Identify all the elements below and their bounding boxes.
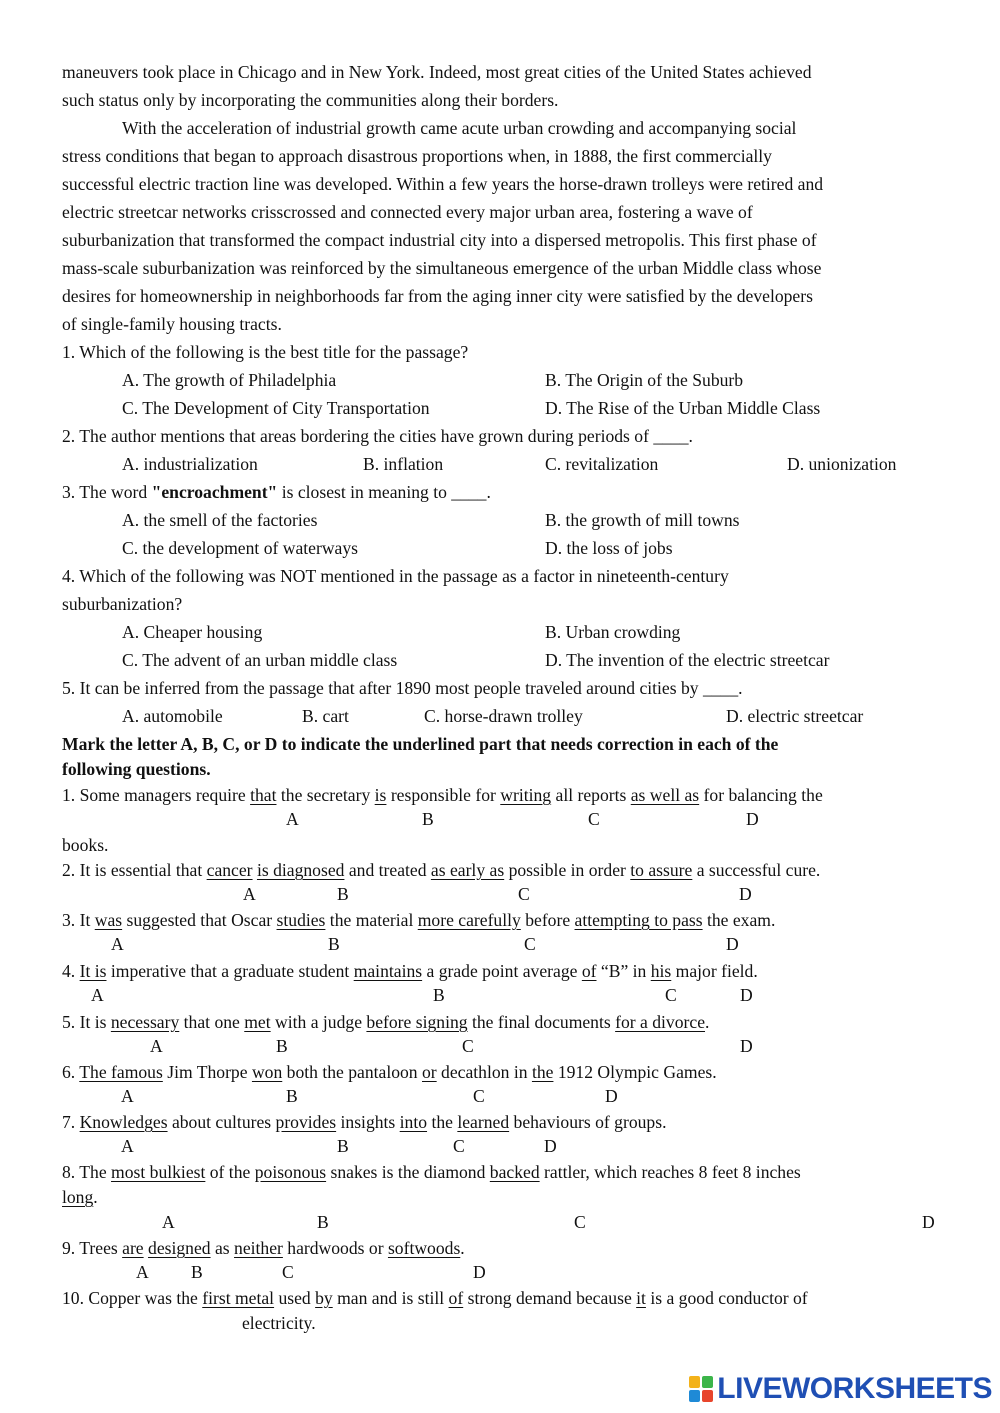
passage-line: such status only by incorporating the communities along their borders. bbox=[62, 90, 559, 110]
underlined-part-d: the bbox=[531, 1062, 554, 1082]
error-question-2: 2. It is essential that cancer is diagnosed and treated as early as possible in order to assure a successful cure. bbox=[62, 860, 821, 880]
underlined-part-c: of bbox=[448, 1288, 464, 1308]
answer-letter-d[interactable]: D bbox=[473, 1262, 486, 1282]
underlined-part-c: into bbox=[399, 1112, 428, 1132]
underlined-part-c: more carefully bbox=[417, 910, 521, 930]
underlined-part-c: writing bbox=[500, 785, 552, 805]
underlined-part-a: cancer bbox=[206, 860, 253, 880]
answer-letter-d[interactable]: D bbox=[726, 934, 739, 954]
passage-line: successful electric traction line was developed. Within a few years the horse-drawn trolleys were retired and bbox=[62, 174, 824, 194]
answer-letter-d[interactable]: D bbox=[922, 1212, 935, 1232]
answer-letter-a[interactable]: A bbox=[91, 985, 104, 1005]
underlined-part-c: or bbox=[422, 1062, 437, 1082]
logo-square bbox=[689, 1376, 700, 1388]
error-question-10: 10. Copper was the first metal used by man and is still of strong demand because it is a good conductor of bbox=[62, 1288, 808, 1308]
q4-option-a[interactable]: A. Cheaper housing bbox=[122, 622, 263, 642]
passage-line: electric streetcar networks crisscrossed and connected every major urban area, fostering a wave of bbox=[62, 202, 753, 222]
question-4: 4. Which of the following was NOT mentioned in the passage as a factor in nineteenth-century bbox=[62, 566, 729, 586]
error-question-1-cont: books. bbox=[62, 835, 109, 855]
question-5: 5. It can be inferred from the passage that after 1890 most people traveled around cities by ____. bbox=[62, 678, 743, 698]
underlined-part-d: as well as bbox=[630, 785, 700, 805]
underlined-part-a: Knowledges bbox=[79, 1112, 168, 1132]
underlined-part-b: poisonous bbox=[254, 1162, 327, 1182]
underlined-part-a: The famous bbox=[79, 1062, 163, 1082]
q1-option-a[interactable]: A. The growth of Philadelphia bbox=[122, 370, 337, 390]
passage-line: suburbanization that transformed the compact industrial city into a dispersed metropolis. This first phase of bbox=[62, 230, 817, 250]
underlined-part-d: his bbox=[650, 961, 672, 981]
answer-letter-b[interactable]: B bbox=[337, 1136, 349, 1156]
answer-letter-c[interactable]: C bbox=[588, 809, 600, 829]
q1-option-d[interactable]: D. The Rise of the Urban Middle Class bbox=[545, 398, 821, 418]
q3-option-a[interactable]: A. the smell of the factories bbox=[122, 510, 318, 530]
q1-option-b[interactable]: B. The Origin of the Suburb bbox=[545, 370, 744, 390]
answer-letter-b[interactable]: B bbox=[337, 884, 349, 904]
underlined-part-a: are bbox=[122, 1238, 144, 1258]
underlined-part-d: softwoods bbox=[387, 1238, 461, 1258]
passage-line: stress conditions that began to approach disastrous proportions when, in 1888, the first commercially bbox=[62, 146, 772, 166]
answer-letter-a[interactable]: A bbox=[121, 1136, 134, 1156]
underlined-part-a: It is bbox=[79, 961, 107, 981]
answer-letter-c[interactable]: C bbox=[473, 1086, 485, 1106]
underlined-part-b: is diagnosed bbox=[256, 860, 345, 880]
answer-letter-a[interactable]: A bbox=[286, 809, 299, 829]
answer-letter-c[interactable]: C bbox=[282, 1262, 294, 1282]
underlined-part-a: first metal bbox=[202, 1288, 275, 1308]
answer-letter-b[interactable]: B bbox=[328, 934, 340, 954]
question-3: 3. The word "encroachment" is closest in meaning to ____. bbox=[62, 482, 491, 502]
answer-letter-b[interactable]: B bbox=[433, 985, 445, 1005]
answer-letter-b[interactable]: B bbox=[317, 1212, 329, 1232]
answer-letter-b[interactable]: B bbox=[191, 1262, 203, 1282]
underlined-part-a: that bbox=[250, 785, 277, 805]
q5-option-d[interactable]: D. electric streetcar bbox=[726, 706, 864, 726]
section-instruction-cont: following questions. bbox=[62, 759, 211, 779]
passage-line: of single-family housing tracts. bbox=[62, 314, 282, 334]
error-question-8: 8. The most bulkiest of the poisonous snakes is the diamond backed rattler, which reaches 8 feet 8 inches bbox=[62, 1162, 801, 1182]
q3-option-d[interactable]: D. the loss of jobs bbox=[545, 538, 673, 558]
answer-letter-b[interactable]: B bbox=[276, 1036, 288, 1056]
liveworksheets-logo[interactable] bbox=[689, 1371, 992, 1407]
error-question-5: 5. It is necessary that one met with a judge before signing the final documents for a divorce. bbox=[62, 1012, 710, 1032]
error-question-9: 9. Trees are designed as neither hardwoods or softwoods. bbox=[62, 1238, 465, 1258]
q2-option-d[interactable]: D. unionization bbox=[787, 454, 897, 474]
underlined-part-d: learned bbox=[457, 1112, 510, 1132]
answer-letter-c[interactable]: C bbox=[462, 1036, 474, 1056]
underlined-part-b: designed bbox=[148, 1238, 211, 1258]
underlined-part-a: was bbox=[94, 910, 123, 930]
answer-letter-a[interactable]: A bbox=[162, 1212, 175, 1232]
q5-option-a[interactable]: A. automobile bbox=[122, 706, 223, 726]
answer-letter-c[interactable]: C bbox=[665, 985, 677, 1005]
answer-letter-c[interactable]: C bbox=[453, 1136, 465, 1156]
answer-letter-a[interactable]: A bbox=[136, 1262, 149, 1282]
answer-letter-c[interactable]: C bbox=[524, 934, 536, 954]
error-question-3: 3. It was suggested that Oscar studies the material more carefully before attempting to pass the exam. bbox=[62, 910, 776, 930]
underlined-part-c: as early as bbox=[430, 860, 505, 880]
underlined-part-a: necessary bbox=[110, 1012, 180, 1032]
logo-square bbox=[702, 1376, 713, 1388]
answer-letter-a[interactable]: A bbox=[243, 884, 256, 904]
q4-option-b[interactable]: B. Urban crowding bbox=[545, 622, 681, 642]
logo-square bbox=[689, 1390, 700, 1402]
answer-letter-c[interactable]: C bbox=[518, 884, 530, 904]
underlined-part-b: met bbox=[244, 1012, 271, 1032]
answer-letter-d[interactable]: D bbox=[739, 884, 752, 904]
q5-option-b[interactable]: B. cart bbox=[302, 706, 349, 726]
error-question-10-cont: electricity. bbox=[242, 1313, 316, 1333]
underlined-part-b: won bbox=[251, 1062, 283, 1082]
answer-letter-d[interactable]: D bbox=[544, 1136, 557, 1156]
q2-option-c[interactable]: C. revitalization bbox=[545, 454, 659, 474]
q3-option-c[interactable]: C. the development of waterways bbox=[122, 538, 358, 558]
underlined-part-d: attempting to pass bbox=[574, 910, 703, 930]
error-question-7: 7. Knowledges about cultures provides insights into the learned behaviours of groups. bbox=[62, 1112, 667, 1132]
answer-letter-a[interactable]: A bbox=[121, 1086, 134, 1106]
underlined-part-b: maintains bbox=[353, 961, 423, 981]
underlined-part-c: backed bbox=[489, 1162, 540, 1182]
passage-line: maneuvers took place in Chicago and in New York. Indeed, most great cities of the United States achieved bbox=[62, 62, 812, 82]
error-question-6: 6. The famous Jim Thorpe won both the pantaloon or decathlon in the 1912 Olympic Games. bbox=[62, 1062, 717, 1082]
passage-line: With the acceleration of industrial growth came acute urban crowding and accompanying social bbox=[122, 118, 797, 138]
answer-letter-b[interactable]: B bbox=[286, 1086, 298, 1106]
answer-letter-a[interactable]: A bbox=[111, 934, 124, 954]
answer-letter-b[interactable]: B bbox=[422, 809, 434, 829]
underlined-part-d: it bbox=[636, 1288, 646, 1308]
q1-option-c[interactable]: C. The Development of City Transportation bbox=[122, 398, 430, 418]
answer-letter-c[interactable]: C bbox=[574, 1212, 586, 1232]
vocab-word: "encroachment" bbox=[151, 482, 278, 502]
question-4-cont: suburbanization? bbox=[62, 594, 183, 614]
underlined-part-a: most bulkiest bbox=[111, 1162, 206, 1182]
answer-letter-a[interactable]: A bbox=[150, 1036, 163, 1056]
underlined-part-d: to assure bbox=[630, 860, 693, 880]
section-instruction: Mark the letter A, B, C, or D to indicate the underlined part that needs correction in each of the bbox=[62, 734, 779, 754]
answer-letter-d[interactable]: D bbox=[740, 1036, 753, 1056]
underlined-part-b: provides bbox=[275, 1112, 337, 1132]
error-question-4: 4. It is imperative that a graduate student maintains a grade point average of “B” in his major field. bbox=[62, 961, 758, 981]
q3-option-b[interactable]: B. the growth of mill towns bbox=[545, 510, 740, 530]
logo-grid-icon bbox=[689, 1376, 713, 1402]
answer-letter-d[interactable]: D bbox=[605, 1086, 618, 1106]
question-1: 1. Which of the following is the best title for the passage? bbox=[62, 342, 469, 362]
answer-letter-d[interactable]: D bbox=[746, 809, 759, 829]
q2-option-b[interactable]: B. inflation bbox=[363, 454, 444, 474]
q2-option-a[interactable]: A. industrialization bbox=[122, 454, 258, 474]
q4-option-d[interactable]: D. The invention of the electric streetcar bbox=[545, 650, 830, 670]
underlined-part-b: studies bbox=[276, 910, 326, 930]
q4-option-c[interactable]: C. The advent of an urban middle class bbox=[122, 650, 398, 670]
underlined-part-c: of bbox=[581, 961, 597, 981]
underlined-part-b: is bbox=[374, 785, 387, 805]
underlined-part-d: long bbox=[62, 1187, 94, 1207]
logo-text: LIVEWORKSHEETS bbox=[717, 1372, 992, 1405]
error-question-8-cont: long. bbox=[62, 1187, 98, 1207]
q5-option-c[interactable]: C. horse-drawn trolley bbox=[424, 706, 583, 726]
underlined-part-d: for a divorce bbox=[615, 1012, 706, 1032]
error-question-1: 1. Some managers require that the secretary is responsible for writing all reports as well as for balancing the bbox=[62, 785, 823, 805]
passage-line: desires for homeownership in neighborhoods far from the aging inner city were satisfied by the developers bbox=[62, 286, 813, 306]
underlined-part-c: before signing bbox=[366, 1012, 468, 1032]
passage-line: mass-scale suburbanization was reinforced by the simultaneous emergence of the urban Middle class whose bbox=[62, 258, 822, 278]
underlined-part-b: by bbox=[315, 1288, 333, 1308]
question-2: 2. The author mentions that areas bordering the cities have grown during periods of ____. bbox=[62, 426, 693, 446]
answer-letter-d[interactable]: D bbox=[740, 985, 753, 1005]
logo-square bbox=[702, 1390, 713, 1402]
underlined-part-c: neither bbox=[234, 1238, 283, 1258]
